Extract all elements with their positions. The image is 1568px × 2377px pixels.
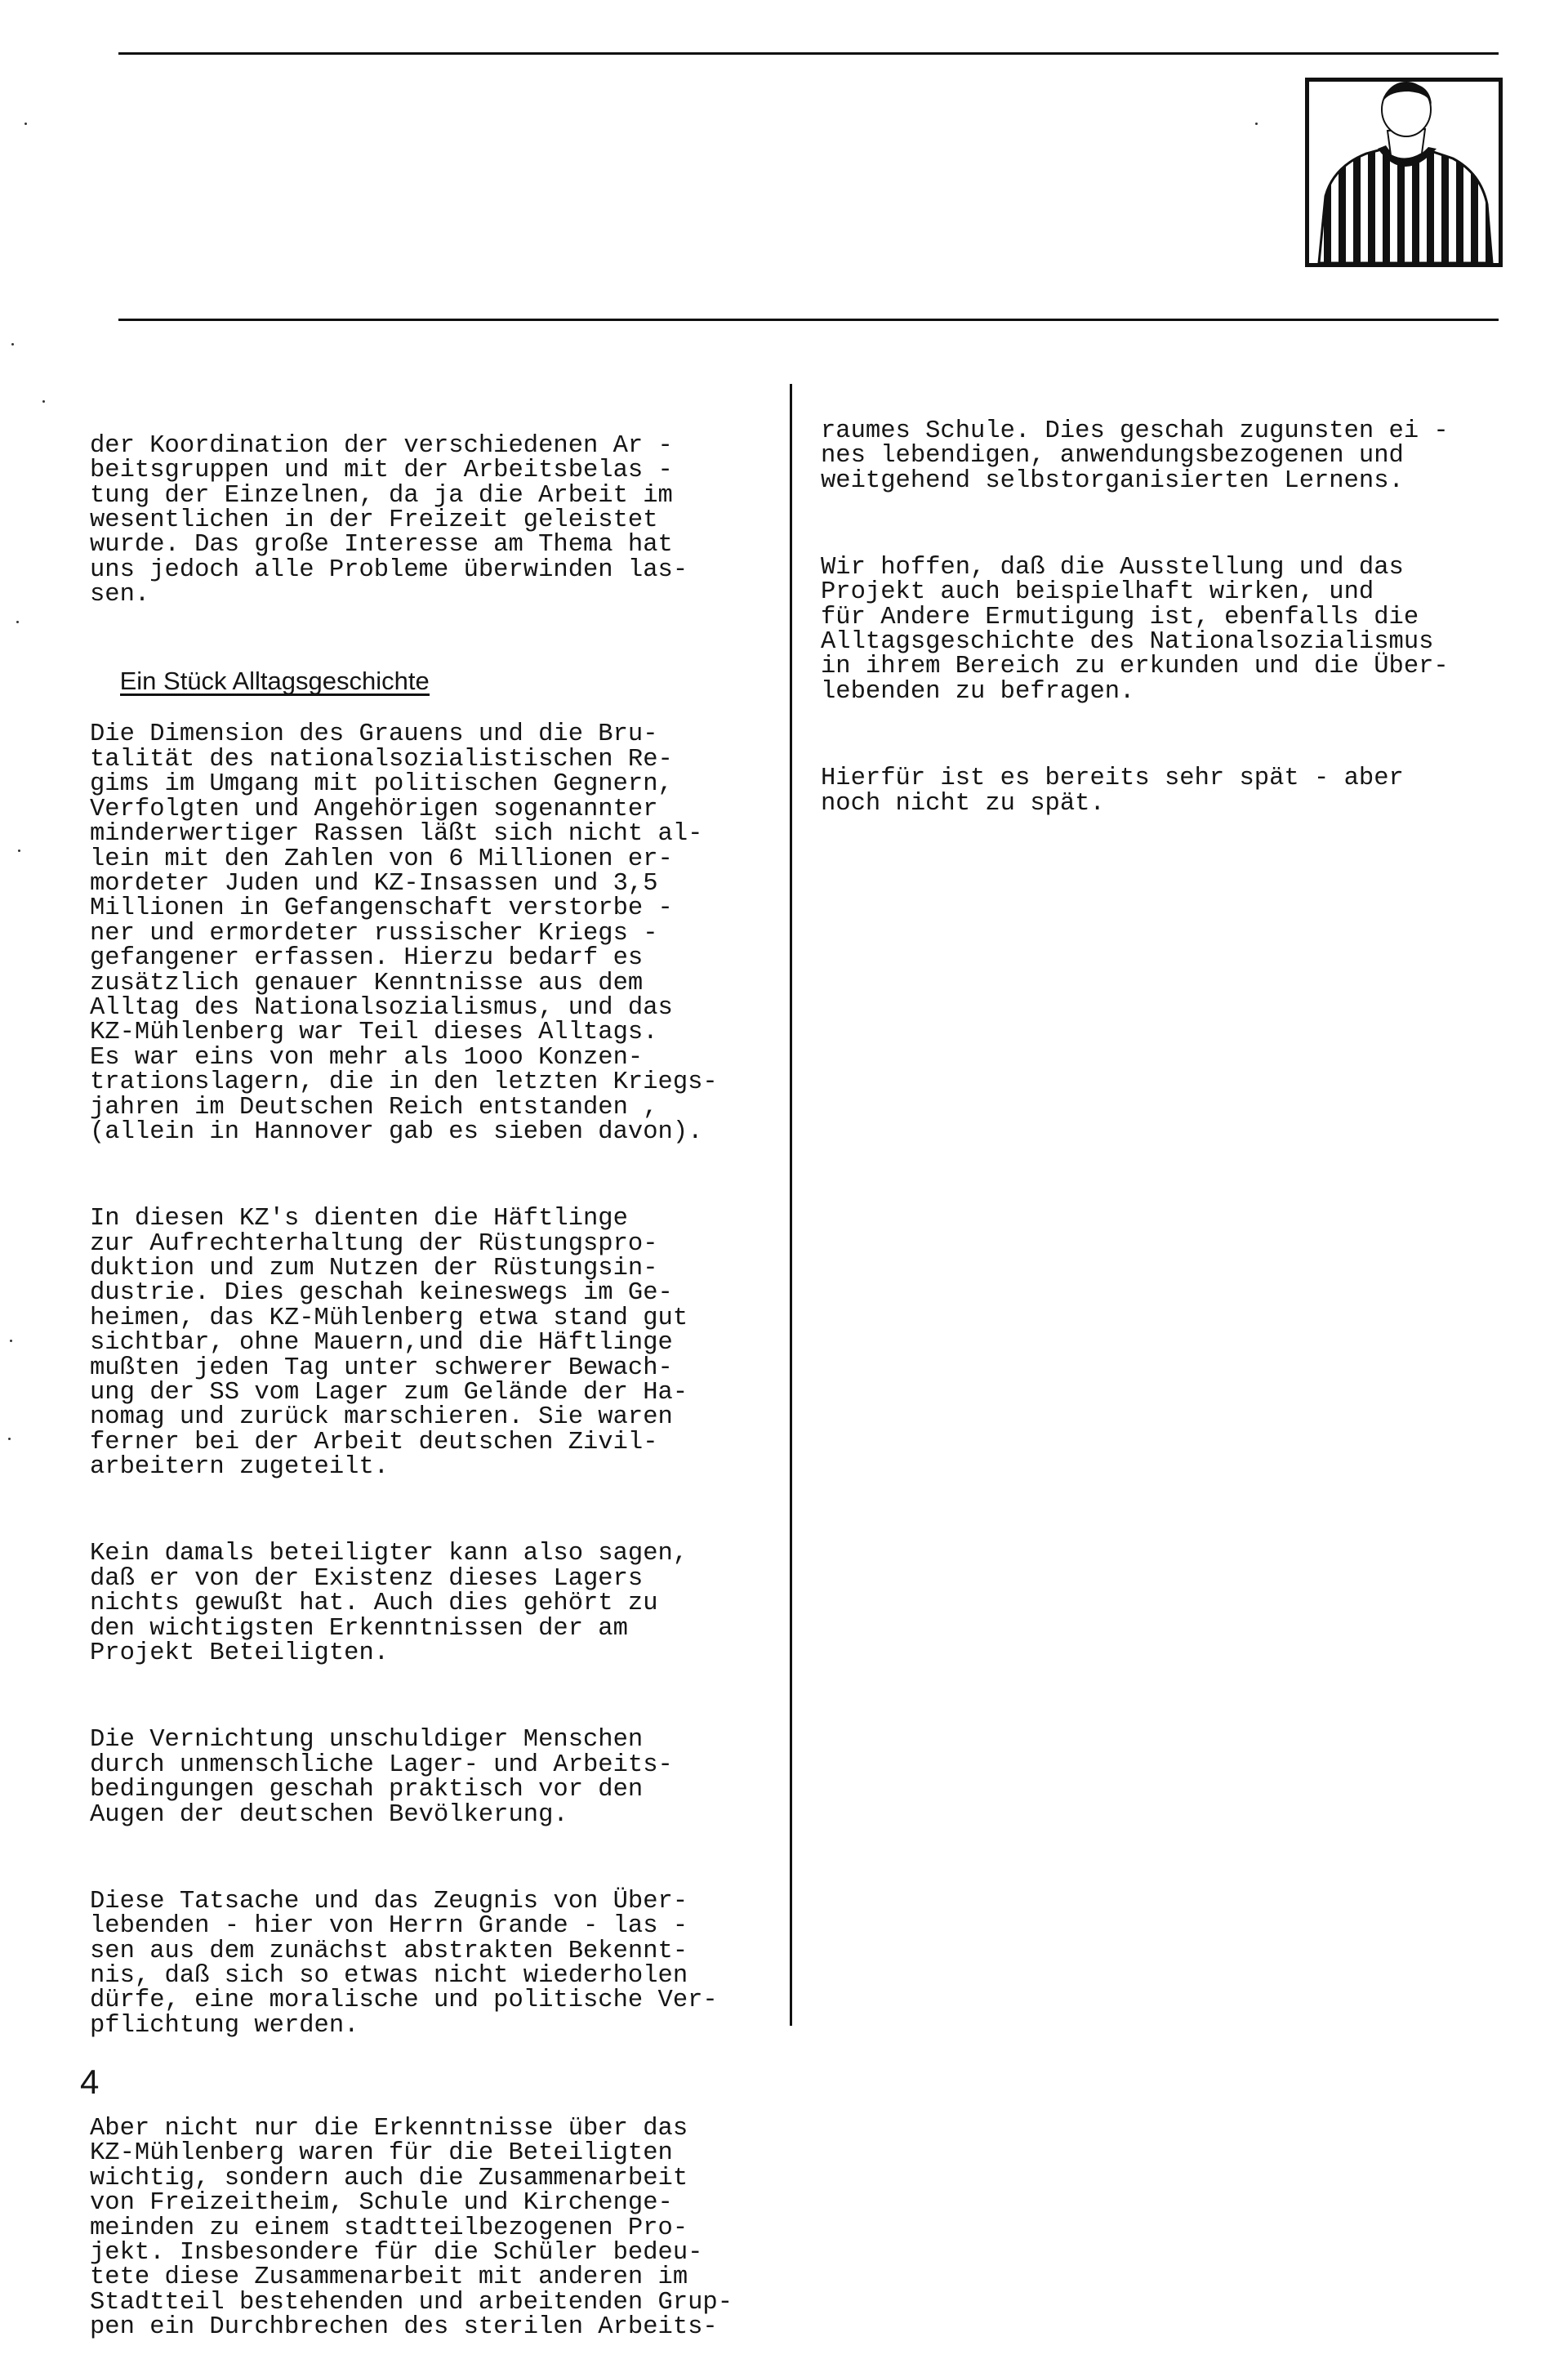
right-paragraph-2: Wir hoffen, daß die Ausstellung und das Projekt auch beispielhaft wirken, und für Andere Ermutigung ist, ebenfalls die Alltagsgeschichte des Nationalsozialismus in ihrem Bereich zu erkunden und die Über- lebenden zu befragen. (821, 553, 1449, 706)
scan-speck (18, 850, 20, 852)
scan-speck (42, 400, 45, 403)
header-bottom-rule (118, 319, 1499, 321)
top-rule (118, 52, 1499, 55)
prisoner-photo (1305, 78, 1503, 267)
right-column (821, 369, 1523, 853)
left-column (90, 384, 776, 2377)
intro-paragraph: der Koordination der verschiedenen Ar - beitsgruppen und mit der Arbeitsbelas - tung der Einzelnen, da ja die Arbeit im wesentlichen in der Freizeit geleistet wurde. Das große Interesse am Thema hat uns jedoch alle Probleme überwinden las- sen. (90, 431, 688, 609)
body-paragraph-2: In diesen KZ's dienten die Häftlinge zur Aufrechterhaltung der Rüstungspro- duktion und zum Nutzen der Rüstungsin- dustrie. Dies geschah keineswegs im Ge- heimen, das KZ-Mühlenberg etwa stand gut sichtbar, ohne Mauern,und die Häftlinge mußten jeden Tag unter schwerer Bewach- ung der SS vom Lager zum Gelände der Ha- nomag und zurück marschieren. Sie waren ferner bei der Arbeit deutschen Zivil- arbeitern zugeteilt. (90, 1205, 688, 1482)
scan-speck (1255, 123, 1258, 125)
column-divider (790, 384, 792, 2026)
body-paragraph-4: Die Vernichtung unschuldiger Menschen durch unmenschliche Lager- und Arbeits- bedingungen geschah praktisch vor den Augen der deutschen Bevölkerung. (90, 1726, 673, 1829)
scan-speck (24, 123, 27, 125)
body-paragraph-6: Aber nicht nur die Erkenntnisse über das KZ-Mühlenberg waren für die Beteiligten wichtig, sondern auch die Zusammenarbeit von Freizeitheim, Schule und Kirchenge- meinden zu einem stadtteilbezogenen Pro- jekt. Insbesondere für die Schüler bedeu- tete diese Zusammenarbeit mit anderen im Stadtteil bestehenden und arbeitenden Grup- pen ein Durchbrechen des sterilen Arbeits- (90, 2115, 733, 2342)
scan-speck (10, 1340, 12, 1342)
right-paragraph-3: Hierfür ist es bereits sehr spät - aber noch nicht zu spät. (821, 765, 1404, 818)
body-paragraph-1: Die Dimension des Grauens und die Bru- talität des nationalsozialistischen Re- gims im Umgang mit politischen Gegnern, Verfolgten und Angehörigen sogenannter minderwertiger Rassen läßt sich nicht al- lein mit den Zahlen von 6 Millionen er- mordeter Juden und KZ-Insassen und 3,5 Millionen in Gefangenschaft verstorbe - ner und ermordeter russischer Kriegs - gefangener erfassen. Hierzu bedarf es zusätzlich genauer Kenntnisse aus dem Alltag des Nationalsozialismus, und das KZ-Mühlenberg war Teil dieses Alltags. Es war eins von mehr als 1ooo Konzen- trationslagern, die in den letzten Kriegs- jahren im Deutschen Reich entstanden , (allein in Hannover gab es sieben davon). (90, 720, 718, 1146)
scan-speck (16, 621, 19, 623)
section-heading: Ein Stück Alltagsgeschichte (119, 667, 430, 696)
right-paragraph-1: raumes Schule. Dies geschah zugunsten ei - nes lebendigen, anwendungsbezogenen und weitgehend selbstorganisierten Lernens. (821, 417, 1449, 495)
scan-speck (8, 1438, 11, 1440)
body-paragraph-3: Kein damals beteiligter kann also sagen, daß er von der Existenz dieses Lagers nichts gewußt hat. Auch dies gehört zu den wichtigsten Erkenntnissen der am Projekt Beteiligten. (90, 1540, 688, 1668)
prisoner-figure-icon (1309, 82, 1499, 263)
page-number: 4 (80, 2063, 100, 2101)
body-paragraph-5: Diese Tatsache und das Zeugnis von Über- lebenden - hier von Herrn Grande - las - sen aus dem zunächst abstrakten Bekennt- nis, daß sich so etwas nicht wiederholen dürfe, eine moralische und politische Ver- pflichtung werden. (90, 1887, 718, 2040)
scan-speck (11, 343, 14, 346)
